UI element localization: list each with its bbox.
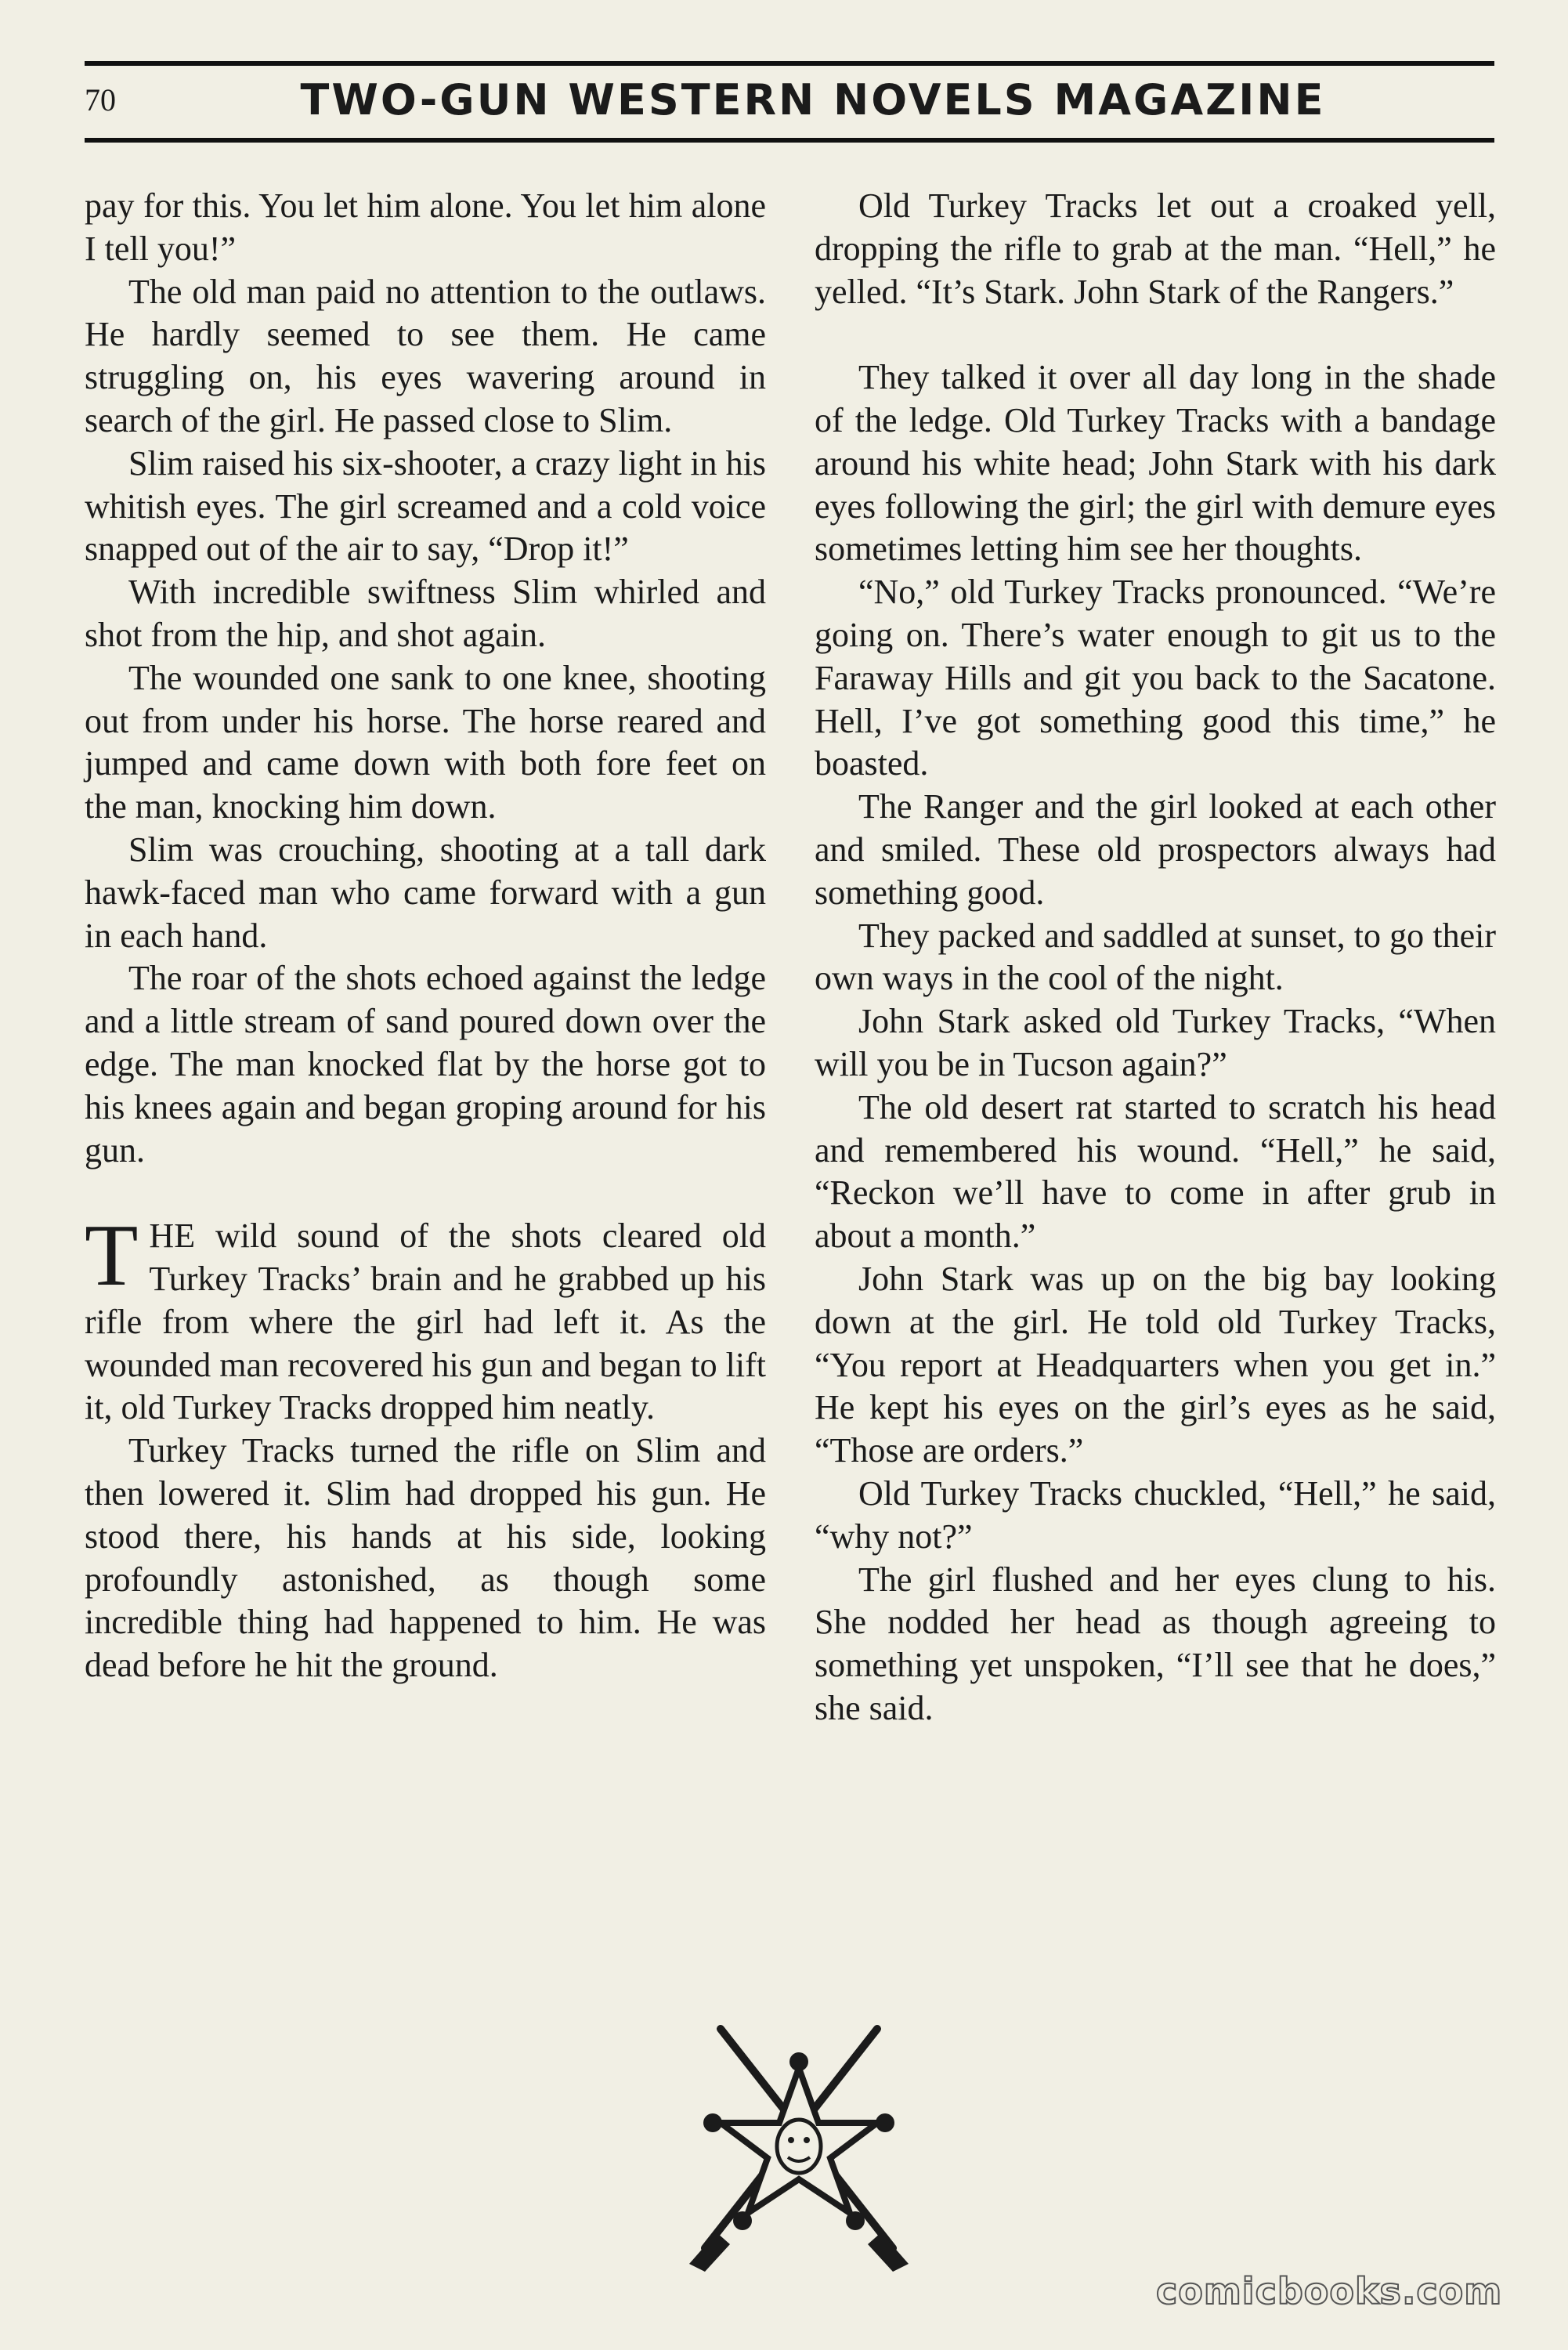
- right-column: [815, 185, 1496, 1730]
- paragraph: The wounded one sank to one knee, shooting out from under his horse. The horse reared and jumped and came down with both fore feet on the man, knocking him down.: [85, 658, 766, 826]
- emblem-art: [658, 2013, 940, 2280]
- page-header: [85, 72, 1494, 135]
- paragraph: With incredible swiftness Slim whirled and shot from the hip, and shot again.: [85, 573, 766, 654]
- paragraph: John Stark was up on the big bay looking down at the girl. He told old Turkey Tracks, “You report at Headquarters when you get in.” He kept his eyes on the girl’s eyes as he said, “Those are orders.”: [815, 1259, 1496, 1470]
- left-column: [85, 185, 766, 1687]
- paragraph: The roar of the shots echoed against the ledge and a little stream of sand poured down over the edge. The man knocked flat by the horse got to his knees again and began groping around for his gun.: [85, 959, 766, 1170]
- paragraph: The Ranger and the girl looked at each other and smiled. These old prospectors always had something good.: [815, 787, 1496, 912]
- dropcap-paragraph: [85, 1207, 766, 1430]
- paragraph-text: HE wild sound of the shots cleared old Turkey Tracks’ brain and he grabbed up his rifle from where the girl had left it. As the wounded man recovered his gun and began to lift it, old Turkey Tracks dropped him neatly.: [85, 1217, 766, 1427]
- header-bottom-rule: [85, 138, 1494, 143]
- paragraph: Slim raised his six-shooter, a crazy light in his whitish eyes. The girl screamed and a cold voice snapped out of the air to say, “Drop it!”: [85, 443, 766, 569]
- paragraph: Old Turkey Tracks let out a croaked yell, dropping the rifle to grab at the man. “Hell,” he yelled. “It’s Stark. John Stark of the Rangers.”: [815, 186, 1496, 311]
- paragraph: They talked it over all day long in the shade of the ledge. Old Turkey Tracks with a bandage around his white head; John Stark with his dark eyes following the girl; the girl with demure eyes sometimes letting him see her thoughts.: [815, 358, 1496, 569]
- paragraph: “No,” old Turkey Tracks pronounced. “We’re going on. There’s water enough to git us to the Faraway Hills and git you back to the Sacatone. Hell, I’ve got something good this time,” he boasted.: [815, 573, 1496, 783]
- paragraph: The old man paid no attention to the outlaws. He hardly seemed to see them. He came struggling on, his eyes wavering around in search of the girl. He passed close to Slim.: [85, 272, 766, 439]
- watermark: comicbooks.com: [1156, 2270, 1503, 2312]
- drop-cap: T: [85, 1207, 139, 1305]
- paragraph: Old Turkey Tracks chuckled, “Hell,” he said, “why not?”: [815, 1473, 1496, 1556]
- page-number: 70: [85, 82, 116, 118]
- paragraph: pay for this. You let him alone. You let him alone I tell you!”: [85, 186, 766, 268]
- paragraph: They packed and saddled at sunset, to go their own ways in the cool of the night.: [815, 916, 1496, 998]
- paragraph: Turkey Tracks turned the rifle on Slim and then lowered it. Slim had dropped his gun. He stood there, his hands at his side, looking profoundly astonished, as though some incredible thing had happened to him. He was dead before he hit the ground.: [85, 1431, 766, 1685]
- crossed-rifles-ranger-star-icon: [658, 2013, 940, 2280]
- header-top-rule: [85, 61, 1494, 66]
- paragraph: The old desert rat started to scratch his head and remembered his wound. “Hell,” he said, “Reckon we’ll have to come in after grub in about a month.”: [815, 1087, 1496, 1256]
- paragraph: John Stark asked old Turkey Tracks, “When will you be in Tucson again?”: [815, 1002, 1496, 1083]
- magazine-title: TWO-GUN WESTERN NOVELS MAGAZINE: [300, 75, 1326, 125]
- paragraph: Slim was crouching, shooting at a tall dark hawk-faced man who came forward with a gun in each hand.: [85, 830, 766, 955]
- paragraph: The girl flushed and her eyes clung to his. She nodded her head as though agreeing to something yet unspoken, “I’ll see that he does,” she said.: [815, 1560, 1496, 1727]
